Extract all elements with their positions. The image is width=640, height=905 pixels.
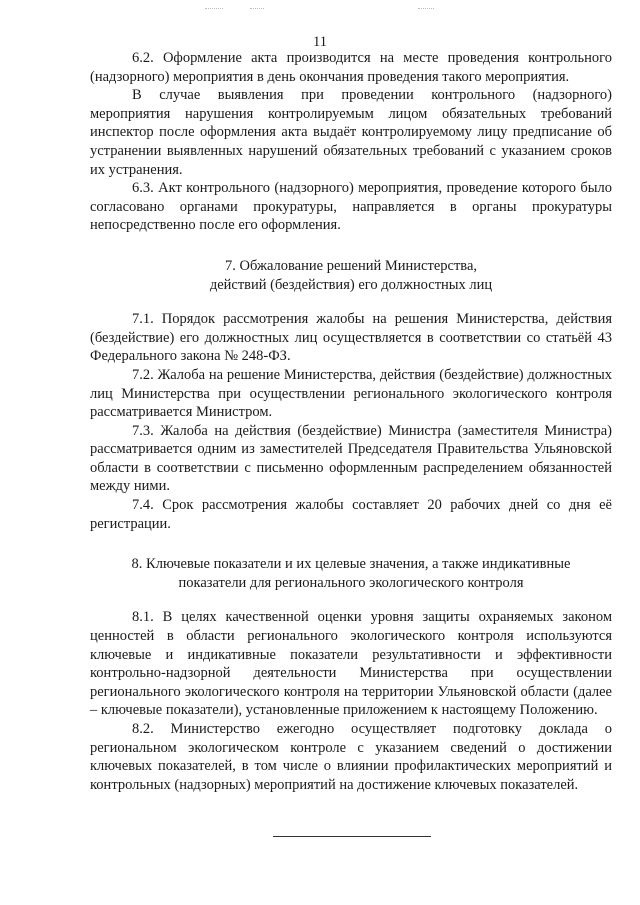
paragraph-8-2: 8.2. Министерство ежегодно осуществляет подготовку доклада о региональном экологическом контроле с указанием сведений о достижении ключевых показателей, в том числе о влиянии профилактических мероприятий и контрольных (надзорных) мероприятий на достижение ключевых показателей. — [90, 721, 612, 793]
section-8-title-line1: 8. Ключевые показатели и их целевые значения, а также индикативные — [131, 556, 571, 573]
scan-artifact — [250, 8, 264, 10]
page-number: 11 — [313, 34, 327, 50]
paragraph-8-1: 8.1. В целях качественной оценки уровня защиты охраняемых законом ценностей в области регионального экологического контроля используются ключевые и индикативные показатели результативности и эффективности контрольно-надзорной деятельности Министерства при осуществлении регионального экологического контроля на территории Ульяновской области (далее – ключевые показатели), установленные приложением к настоящему Положению. — [90, 609, 612, 719]
section-8-heading — [90, 555, 612, 592]
end-of-document-rule — [273, 836, 431, 837]
paragraph-6-2-violations: В случае выявления при проведении контрольного (надзорного) мероприятия нарушения контролируемым лицом обязательных требований инспектор после оформления акта выдаёт контролируемому лицу предписание об устранении выявленных нарушений обязательных требований с указанием сроков их устранения. — [90, 87, 612, 178]
paragraph-6-3: 6.3. Акт контрольного (надзорного) мероприятия, проведение которого было согласовано органами прокуратуры, направляется в органы прокуратуры непосредственно после его оформления. — [90, 180, 612, 234]
paragraph-7-2: 7.2. Жалоба на решение Министерства, действия (бездействие) должностных лиц Министерства при осуществлении регионального экологического контроля рассматривается Министром. — [90, 366, 612, 421]
section-8-title-line2: показатели для регионального экологического контроля — [178, 574, 524, 591]
scan-artifact — [205, 8, 223, 10]
document-body — [90, 49, 612, 794]
section-7-heading — [90, 257, 612, 294]
paragraph-7-4: 7.4. Срок рассмотрения жалобы составляет 20 рабочих дней со дня её регистрации. — [90, 497, 612, 532]
section-7-title-line2: действий (бездействия) его должностных лиц — [209, 276, 493, 293]
paragraph-7-3: 7.3. Жалоба на действия (бездействие) Министра (заместителя Министра) рассматривается одним из заместителей Председателя Правительства Ульяновской области в соответствии с письменно оформленным распределением обязанностей между ними. — [90, 422, 612, 495]
section-7-title-line1: 7. Обжалование решений Министерства, — [224, 257, 478, 274]
scan-artifact — [418, 8, 434, 10]
paragraph-7-1: 7.1. Порядок рассмотрения жалобы на решения Министерства, действия (бездействие) его должностных лиц осуществляется в соответствии со статьёй 43 Федерального закона № 248-ФЗ. — [90, 311, 612, 365]
paragraph-6-2: 6.2. Оформление акта производится на месте проведения контрольного (надзорного) мероприятия в день окончания проведения такого мероприятия. — [90, 50, 612, 85]
